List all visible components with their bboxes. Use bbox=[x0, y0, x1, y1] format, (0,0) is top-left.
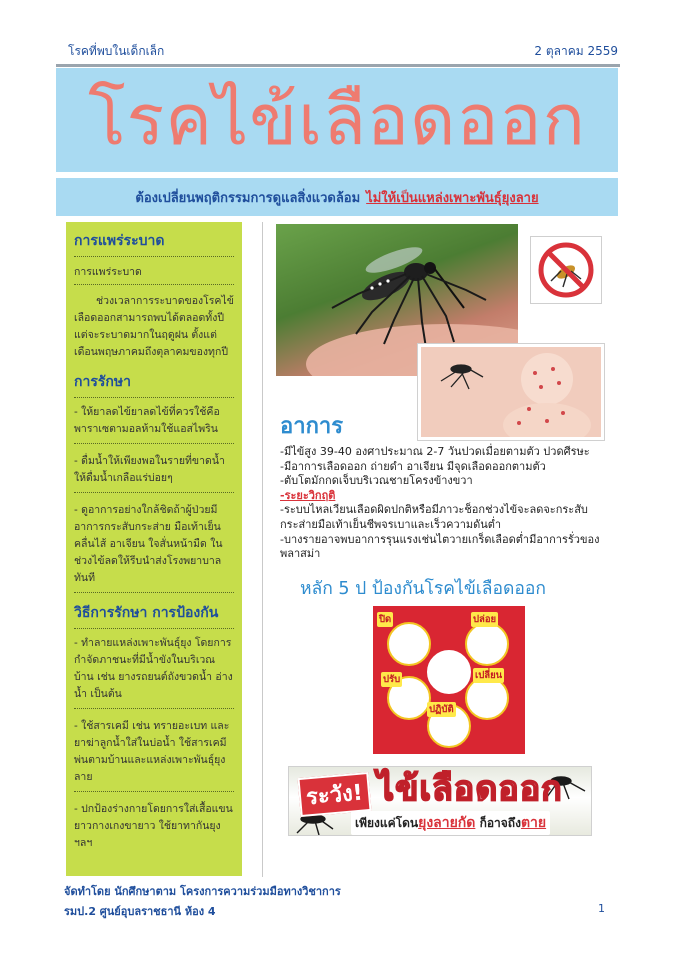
footer-credit: จัดทำโดย นักศึกษาตาม โครงการความร่วมมือทางวิชาการ bbox=[64, 885, 341, 898]
sidebar bbox=[66, 222, 242, 876]
critical-line: -ระบบไหลเวียนเลือดผิดปกติหรือมีภาวะช็อกช่วงไข้จะลดจะกระสับกระส่ายมือเท้าเย็นชีพจรเบาและเร็วความดันต่ำ bbox=[280, 503, 588, 531]
epidemic-subheading: การแพร่ระบาด bbox=[74, 263, 234, 285]
five-p-poster bbox=[373, 606, 525, 754]
poster-label: ปฏิบัติ bbox=[429, 704, 454, 715]
warning-subtitle bbox=[351, 811, 550, 835]
warning-sub-highlight: ยุงลายกัด bbox=[418, 815, 476, 831]
epidemic-text: ช่วงเวลาการระบาดของโรคไข้เลือดออกสามารถพบได้ตลอดทั้งปี แต่จะระบาดมากในฤดูฝน ตั้งแต่เดือนพฤษภาคมถึงตุลาคมของทุกปี bbox=[74, 295, 234, 358]
prevention-item: - ใช้สารเคมี เช่น ทรายอะเบท และยาฆ่าลูกน้ำใส่ในบ่อน้ำ ใช้สารเคมีพ่นตามบ้านและแหล่งเพาะพันธุ์ยุงลาย bbox=[74, 718, 234, 792]
symptom-line: -มีอาการเลือดออก ถ่ายดำ อาเจียน มีจุดเลือดออกตามตัว bbox=[280, 459, 546, 473]
prevention-heading: วิธีการรักษา การป้องกัน bbox=[74, 602, 234, 629]
treatment-item: - ให้ยาลดไข้ยาลดไข้ที่ควรใช้คือ พาราเซตามอลห้ามใช้แอสไพริน bbox=[74, 404, 234, 444]
slogan-main: ต้องเปลี่ยนพฤติกรรมการดูแลสิ่งแวดล้อม bbox=[135, 190, 361, 206]
no-mosquito-icon bbox=[530, 236, 602, 304]
title-banner bbox=[56, 68, 618, 172]
critical-line: -บางรายอาจพบอาการรุนแรงเช่นไตวายเกร็ดเลือดต่ำมีอาการรั่วของพลาสม่า bbox=[280, 532, 600, 561]
column-divider bbox=[262, 222, 263, 877]
poster-label: เปลี่ยน bbox=[475, 670, 503, 681]
poster-label: ปิด bbox=[379, 614, 392, 625]
beware-label: ระวัง! bbox=[297, 772, 371, 817]
treatment-item: - ดื่มน้ำให้เพียงพอในรายที่ขาดน้ำให้ดื่มน้ำเกลือแร่บ่อยๆ bbox=[74, 453, 234, 493]
symptoms-list bbox=[280, 445, 618, 562]
slogan-highlight: ไม่ให้เป็นแหล่งเพาะพันธุ์ยุงลาย bbox=[366, 190, 539, 206]
page-title: โรคไข้เลือดออก bbox=[88, 79, 586, 161]
symptoms-heading: อาการ bbox=[280, 414, 344, 439]
footer-class: รมป.2 ศูนย์อุบลราชธานี ห้อง 4 bbox=[64, 905, 216, 918]
warning-banner bbox=[288, 766, 592, 836]
header-divider bbox=[56, 64, 620, 67]
no-mosquito-icon bbox=[427, 650, 471, 694]
prevention-title: หลัก 5 ป ป้องกันโรคไข้เลือดออก bbox=[300, 579, 546, 599]
treatment-heading: การรักษา bbox=[74, 371, 234, 398]
page-number: 1 bbox=[598, 902, 605, 915]
cover-icon bbox=[387, 622, 431, 666]
prevention-item: - ปกป้องร่างกายโดยการใส่เสื้อแขนยาวกางเกงขายาว ใช้ยาทากันยุง ฯลฯ bbox=[74, 803, 233, 849]
baby-rash-photo bbox=[418, 344, 604, 440]
warning-sub-end: ตาย bbox=[520, 815, 547, 831]
header-category: โรคที่พบในเด็กเล็ก bbox=[68, 44, 165, 58]
slogan-bar bbox=[56, 176, 618, 216]
poster-label: ปล่อย bbox=[473, 614, 497, 625]
symptom-line: -ตับโตมักกดเจ็บบริเวณชายโครงข้างขวา bbox=[280, 474, 473, 488]
warning-sub-prefix: เพียงแค่โดน bbox=[355, 816, 419, 830]
poster-label: ปรับ bbox=[383, 674, 401, 685]
treatment-item: - ดูอาการอย่างใกล้ชิดถ้าผู้ป่วยมีอาการกระสับกระส่าย มือเท้าเย็น คลื่นไส้ อาเจียน ใจสั่นหน้ามืด ใน ช่วงไข้ลดให้รีบนำส่งโรงพยาบาลทันที bbox=[74, 502, 234, 593]
release-fish-icon bbox=[465, 622, 509, 666]
symptom-line: -มีไข้สูง 39-40 องศาประมาณ 2-7 วันปวดเมื่อยตามตัว ปวดศีรษะ bbox=[280, 445, 590, 458]
critical-phase-label: -ระยะวิกฤติ bbox=[280, 488, 336, 502]
header-date: 2 ตุลาคม 2559 bbox=[534, 44, 618, 58]
warning-sub-mid: ก็อาจถึง bbox=[479, 816, 521, 830]
epidemic-heading: การแพร่ระบาด bbox=[74, 230, 234, 257]
warning-title: ไข้เลือดออก bbox=[377, 769, 563, 809]
prevention-item: - ทำลายแหล่งเพาะพันธุ์ยุง โดยการกำจัดภาชนะที่มีน้ำขังในบริเวณบ้าน เช่น ยางรถยนต์ถังขวดน้ำ อ่างน้ำ เป็นต้น bbox=[74, 635, 234, 709]
